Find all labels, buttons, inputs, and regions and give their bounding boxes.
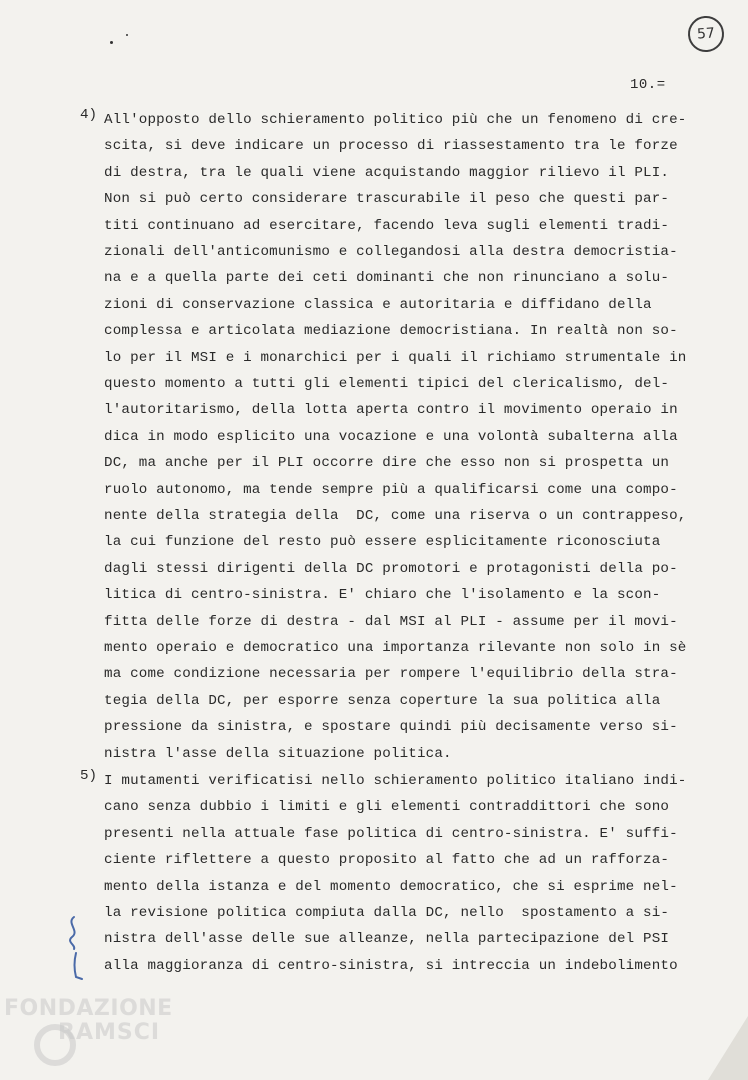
text-line: complessa e articolata mediazione democristiana. In realtà non so- bbox=[104, 323, 678, 340]
margin-pen-mark bbox=[60, 915, 90, 981]
watermark-line1: FONDAZIONE bbox=[4, 996, 173, 1021]
text-line: fitta delle forze di destra - dal MSI al PLI - assume per il movi- bbox=[104, 613, 678, 630]
text-line: litica di centro-sinistra. E' chiaro che l'isolamento e la scon- bbox=[104, 587, 661, 604]
text-line: pressione da sinistra, e spostare quindi più decisamente verso si- bbox=[104, 719, 678, 736]
text-line: Non si può certo considerare trascurabile il peso che questi par- bbox=[104, 191, 670, 208]
text-line: mento della istanza e del momento democratico, che si esprime nel- bbox=[104, 878, 678, 895]
text-line: alla maggioranza di centro-sinistra, si intreccia un indebolimento bbox=[104, 957, 678, 974]
ink-speck bbox=[126, 34, 128, 36]
text-line: titi continuano ad esercitare, facendo leva sugli elementi tradi- bbox=[104, 217, 670, 234]
text-line: mento operaio e democratico una importanza rilevante non solo in sè bbox=[104, 640, 687, 656]
text-line: nistra l'asse della situazione politica. bbox=[104, 745, 452, 762]
text-line: na e a quella parte dei ceti dominanti che non rinunciano a solu- bbox=[104, 270, 670, 287]
ink-speck bbox=[110, 41, 113, 44]
text-line: l'autoritarismo, della lotta aperta contro il movimento operaio in bbox=[104, 402, 678, 419]
text-line: dagli stessi dirigenti della DC promotori e protagonisti della po- bbox=[104, 560, 678, 577]
watermark-line2: RAMSCI bbox=[58, 1020, 161, 1045]
text-line: ruolo autonomo, ma tende sempre più a qualificarsi come una compo- bbox=[104, 481, 678, 498]
text-line: presenti nella attuale fase politica di centro-sinistra. E' suffi- bbox=[104, 825, 678, 842]
text-line: tegia della DC, per esporre senza coperture la sua politica alla bbox=[104, 692, 661, 709]
text-line: la cui funzione del resto può essere esplicitamente riconosciuta bbox=[104, 534, 661, 551]
text-line: lo per il MSI e i monarchici per i quali il richiamo strumentale in bbox=[104, 349, 687, 366]
text-line: zionali dell'anticomunismo e collegandosi alla destra democristia- bbox=[104, 244, 678, 260]
text-line: ciente riflettere a questo proposito al fatto che ad un rafforza- bbox=[104, 852, 670, 869]
page-curl bbox=[708, 1016, 748, 1080]
text-line: di destra, tra le quali viene acquistando maggior rilievo il PLI. bbox=[104, 164, 670, 181]
ink-specks bbox=[110, 38, 124, 46]
text-line: ma come condizione necessaria per rompere l'equilibrio della stra- bbox=[104, 666, 678, 683]
paragraph-marker: 4) bbox=[80, 107, 98, 123]
text-line: dica in modo esplicito una vocazione e una volontà subalterna alla bbox=[104, 428, 678, 445]
page-number: 10.= bbox=[630, 77, 666, 93]
text-line: DC, ma anche per il PLI occorre dire che esso non si prospetta un bbox=[104, 455, 670, 472]
text-line: nistra dell'asse delle sue alleanze, nella partecipazione del PSI bbox=[104, 931, 670, 948]
paragraph-marker: 5) bbox=[80, 768, 98, 784]
archive-watermark bbox=[4, 996, 204, 1074]
text-line: questo momento a tutti gli elementi tipici del clericalismo, del- bbox=[104, 376, 670, 392]
text-line: I mutamenti verificatisi nello schieramento politico italiano indi- bbox=[104, 773, 687, 789]
text-line: zioni di conservazione classica e autoritaria e diffidano della bbox=[104, 296, 652, 313]
text-line: nente della strategia della DC, come una riserva o un contrappeso, bbox=[104, 508, 687, 524]
text-line: scita, si deve indicare un processo di riassestamento tra le forze bbox=[104, 138, 678, 155]
text-line: cano senza dubbio i limiti e gli elementi contraddittori che sono bbox=[104, 799, 670, 816]
text-line: la revisione politica compiuta dalla DC, nello spostamento a si- bbox=[104, 905, 670, 921]
text-line: All'opposto dello schieramento politico più che un fenomeno di cre- bbox=[104, 112, 687, 128]
folio-stamp: 57 bbox=[687, 15, 725, 53]
